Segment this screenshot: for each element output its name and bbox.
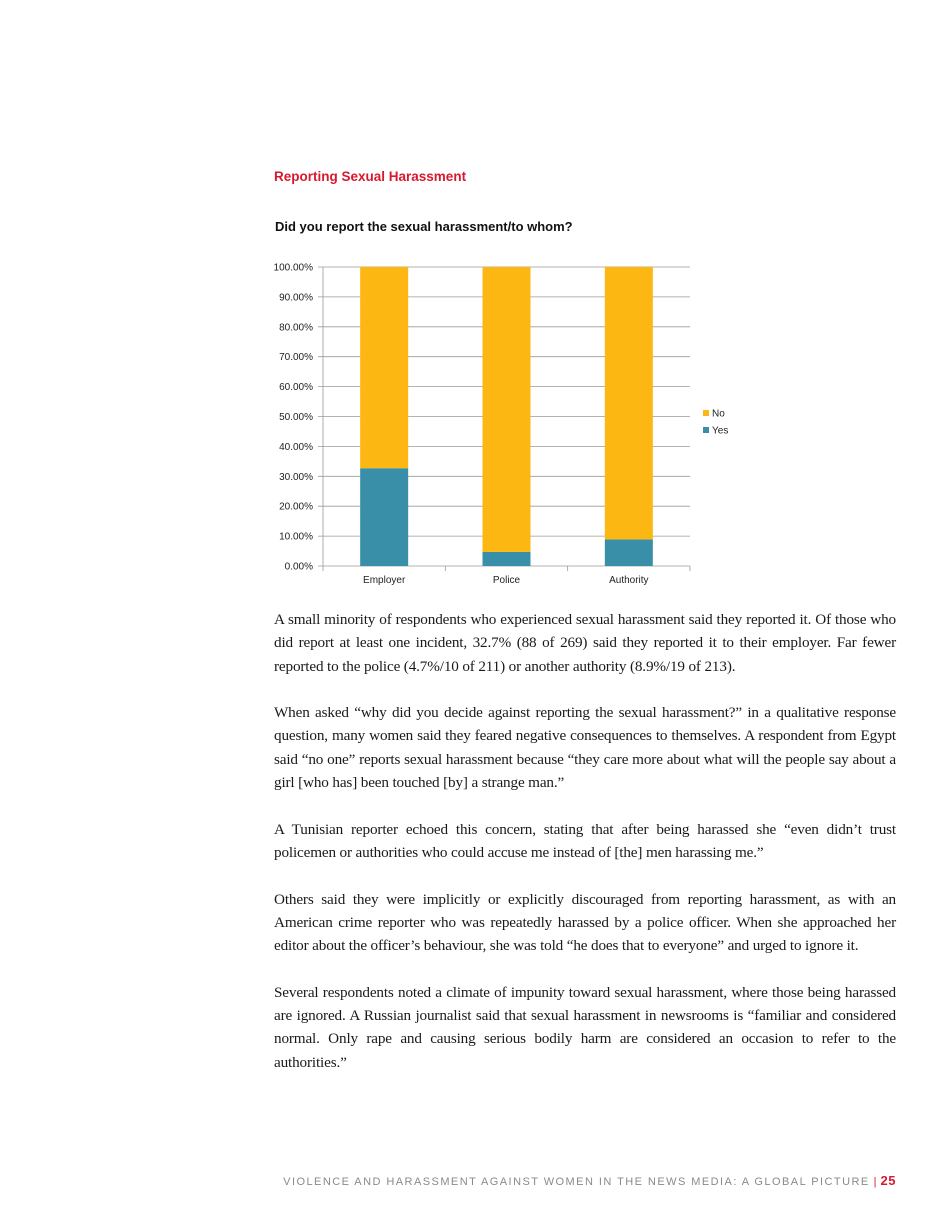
y-tick-label: 90.00% bbox=[279, 292, 313, 304]
chart-title: Did you report the sexual harassment/to whom? bbox=[275, 219, 573, 234]
y-tick-label: 70.00% bbox=[279, 352, 313, 364]
footer-title: VIOLENCE AND HARASSMENT AGAINST WOMEN IN THE NEWS MEDIA: A GLOBAL PICTURE bbox=[283, 1176, 870, 1188]
bar-yes-employer bbox=[360, 468, 408, 566]
y-tick-label: 20.00% bbox=[279, 501, 313, 513]
legend-swatch-no bbox=[703, 410, 709, 416]
paragraph: Others said they were implicitly or explicitly discouraged from reporting harassment, as with an American crime reporter who was repeatedly harassed by a police officer. When she approached her editor about the officer’s behaviour, she was told “he does that to everyone” and urged to ignore it. bbox=[274, 890, 896, 955]
y-tick-label: 30.00% bbox=[279, 471, 313, 483]
legend-label-yes: Yes bbox=[712, 425, 729, 437]
y-tick-label: 80.00% bbox=[279, 322, 313, 334]
bar-yes-police bbox=[483, 552, 531, 566]
y-tick-label: 60.00% bbox=[279, 382, 313, 394]
page-number: 25 bbox=[880, 1173, 896, 1188]
footer-separator: | bbox=[873, 1176, 877, 1188]
stacked-bar-chart bbox=[262, 252, 742, 597]
paragraph: A small minority of respondents who experienced sexual harassment said they reported it. Of those who did report at least one incident, 32.7% (88 of 269) said they reported it to their employer. Far fewer reported to the police (4.7%/10 of 211) or another authority (8.9%/19 of 213). bbox=[274, 611, 896, 675]
legend-swatch-yes bbox=[703, 427, 709, 433]
bar-no-employer bbox=[360, 267, 408, 468]
bar-no-police bbox=[483, 267, 531, 552]
y-tick-label: 10.00% bbox=[279, 531, 313, 543]
paragraph: A Tunisian reporter echoed this concern, stating that after being harassed she “even didn’t trust policemen or authorities who could accuse me instead of [the] men harassing me.” bbox=[274, 820, 896, 861]
x-tick-label: Employer bbox=[363, 575, 406, 586]
y-tick-label: 100.00% bbox=[273, 262, 313, 274]
y-tick-label: 50.00% bbox=[279, 412, 313, 423]
bar-no-authority bbox=[605, 267, 653, 539]
bar-yes-authority bbox=[605, 539, 653, 566]
paragraph: When asked “why did you decide against reporting the sexual harassment?” in a qualitative response question, many women said they feared negative consequences to themselves. A respondent from Egypt said “no one” reports sexual harassment because “they care more about what will the people say about a girl [who has] been touched [by] a strange man.” bbox=[274, 704, 896, 792]
paragraph: Several respondents noted a climate of impunity toward sexual harassment, where those being harassed are ignored. A Russian journalist said that sexual harassment in newsrooms is “familiar and considered normal. Only rape and causing serious bodily harm are considered an occasion to refer to the authorities.” bbox=[274, 983, 896, 1071]
x-tick-label: Police bbox=[492, 575, 521, 586]
legend-label-no: No bbox=[712, 408, 725, 420]
y-tick-label: 0.00% bbox=[284, 561, 313, 573]
section-title: Reporting Sexual Harassment bbox=[274, 169, 467, 184]
page-footer bbox=[272, 1173, 896, 1188]
x-tick-label: Authority bbox=[609, 575, 649, 586]
body-text bbox=[274, 608, 896, 1097]
y-tick-label: 40.00% bbox=[279, 441, 313, 453]
